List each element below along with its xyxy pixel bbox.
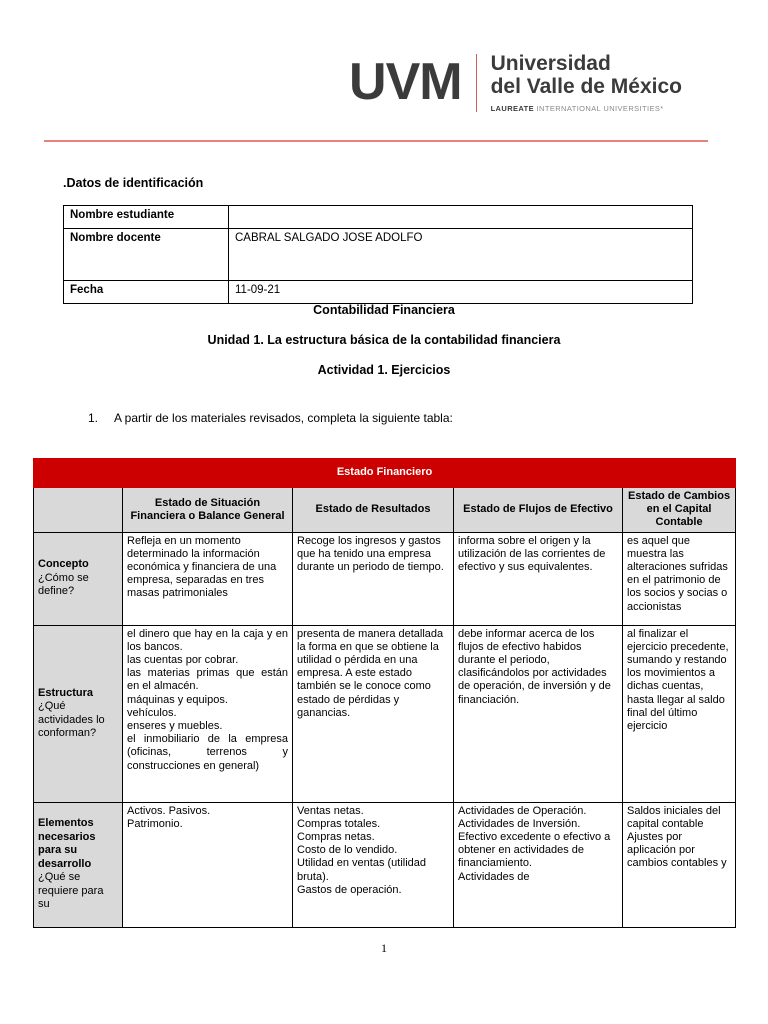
cell-estructura-resultados: presenta de manera detallada la forma en que se obtiene la utilidad o pérdida en una empresa. A este estado también se le conoce como estado de pérdidas y ganancias. — [293, 625, 454, 802]
table-header-row — [34, 488, 736, 533]
logo-university-line1: Universidad — [490, 52, 611, 75]
cell-elementos-resultados: Ventas netas. Compras totales. Compras netas. Costo de lo vendido. Utilidad en ventas (utilidad bruta). Gastos de operación. — [293, 802, 454, 927]
row-label-estructura-title: Estructura — [38, 686, 94, 699]
table-row — [64, 229, 693, 281]
column-header-estado-resultados: Estado de Resultados — [293, 488, 454, 533]
row-label-concepto — [34, 532, 123, 625]
cell-estructura-balance: el dinero que hay en la caja y en los bancos. las cuentas por cobrar. las materias primas que están en el almacén. máquinas y equipos. vehículos. enseres y muebles. el inmobiliario de la empresa (oficinas, terrenos y construcciones en general) — [123, 625, 293, 802]
row-label-elementos-question: ¿Qué se requiere para su — [38, 871, 104, 911]
cell-concepto-flujos: informa sobre el origen y la utilización de las corrientes de efectivo y sus equivalentes. — [454, 532, 623, 625]
identification-table — [63, 205, 693, 304]
table-row — [34, 532, 736, 625]
table-row — [34, 625, 736, 802]
row-label-estructura — [34, 625, 123, 802]
header-red-rule — [44, 140, 708, 142]
id-label-teacher: Nombre docente — [64, 229, 229, 281]
heading-activity: Actividad 1. Ejercicios — [317, 363, 451, 377]
row-label-concepto-question: ¿Cómo se define? — [38, 571, 89, 598]
cell-elementos-balance: Activos. Pasivos. Patrimonio. — [123, 802, 293, 927]
table-row — [64, 281, 693, 304]
uvm-logo — [349, 52, 682, 113]
heading-unit: Unidad 1. La estructura básica de la contabilidad financiera — [207, 333, 561, 347]
heading-course: Contabilidad Financiera — [313, 303, 455, 317]
id-value-date[interactable]: 11-09-21 — [229, 281, 693, 304]
table-row — [34, 802, 736, 927]
instruction-number: 1. — [88, 411, 99, 425]
page-title: .Datos de identificación — [63, 176, 204, 190]
cell-concepto-balance: Refleja en un momento determinado la información económica y financiera de una empresa, separadas en tres masas patrimoniales — [123, 532, 293, 625]
column-header-cambios-capital: Estado de Cambios en el Capital Contable — [623, 488, 736, 533]
instruction-item — [88, 411, 688, 425]
row-label-estructura-question: ¿Qué actividades lo conforman? — [38, 700, 105, 740]
cell-estructura-capital: al finalizar el ejercicio precedente, sumando y restando los movimientos a dichas cuentas, hasta llegar al saldo final del último ejercicio — [623, 625, 736, 802]
cell-concepto-resultados: Recoge los ingresos y gastos que ha tenido una empresa durante un periodo de tiempo. — [293, 532, 454, 625]
cell-estructura-flujos: debe informar acerca de los flujos de efectivo habidos durante el periodo, clasificándolos por actividades de operación, de inversión y de financiación. — [454, 625, 623, 802]
logo-laureate-tagline — [491, 104, 682, 113]
id-label-date: Fecha — [64, 281, 229, 304]
row-label-elementos — [34, 802, 123, 927]
document-header — [0, 52, 768, 124]
table-row — [64, 206, 693, 229]
id-label-student: Nombre estudiante — [64, 206, 229, 229]
cell-elementos-flujos: Actividades de Operación. Actividades de Inversión. Efectivo excedente o efectivo a obtener en actividades de financiamiento. Actividades de — [454, 802, 623, 927]
logo-text-block — [491, 52, 682, 113]
table-banner-row — [34, 459, 736, 488]
column-header-flujos-efectivo: Estado de Flujos de Efectivo — [454, 488, 623, 533]
uvm-logo-mark: UVM — [349, 53, 462, 111]
table-banner: Estado Financiero — [34, 459, 736, 488]
column-header-blank — [34, 488, 123, 533]
page-number: 1 — [381, 941, 387, 955]
logo-laureate-bold: LAUREATE — [490, 104, 535, 113]
column-header-balance-general: Estado de Situación Financiera o Balance General — [123, 488, 293, 533]
instruction-text: A partir de los materiales revisados, completa la siguiente tabla: — [114, 411, 453, 425]
cell-elementos-capital: Saldos iniciales del capital contable Ajustes por aplicación por cambios contables y — [623, 802, 736, 927]
logo-university-line2: del Valle de México — [490, 75, 682, 98]
row-label-elementos-title: Elementos necesarios para su desarrollo — [38, 817, 96, 870]
cell-concepto-capital: es aquel que muestra las alteraciones sufridas en el patrimonio de los socios y socias o accionistas — [623, 532, 736, 625]
id-value-teacher[interactable]: CABRAL SALGADO JOSE ADOLFO — [229, 229, 693, 281]
document-headings — [0, 303, 768, 393]
estado-financiero-table — [33, 458, 736, 928]
id-value-student[interactable] — [229, 206, 693, 229]
logo-laureate-normal: INTERNATIONAL UNIVERSITIES* — [536, 104, 664, 113]
logo-divider — [476, 54, 477, 112]
row-label-concepto-title: Concepto — [38, 558, 89, 571]
